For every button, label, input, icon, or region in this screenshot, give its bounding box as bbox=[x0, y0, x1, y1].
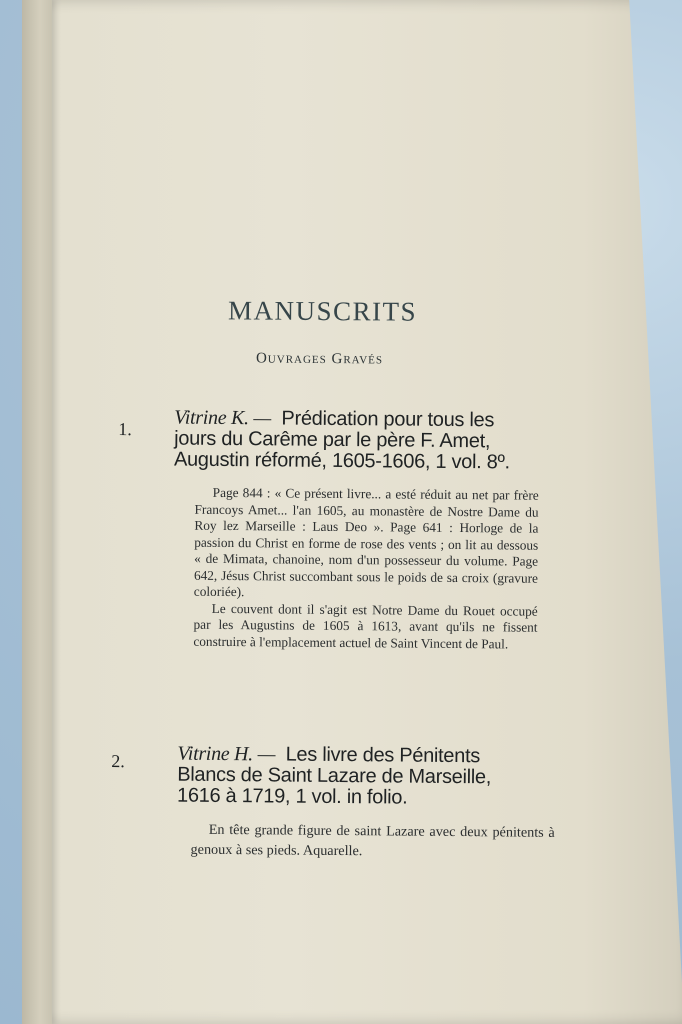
page-heading: MANUSCRITS bbox=[227, 295, 418, 327]
page-subheading: Ouvrages Gravés bbox=[255, 350, 384, 368]
entry-note bbox=[193, 485, 538, 653]
title-line: jours du Carême par le père F. Amet, bbox=[174, 427, 491, 453]
title-line: Blancs de Saint Lazare de Marseille, bbox=[177, 763, 492, 789]
vitrine-label: Vitrine H. — bbox=[177, 742, 276, 766]
title-line: Les livre des Pénitents bbox=[285, 743, 481, 768]
note-paragraph: Page 844 : « Ce présent livre... a esté réduit au net par frère Francoys Amet... l'an 1605, au monastère de Nostre Dame du Roy lez Marseille : Laus Deo ». Page 641 : Horloge de la passion du Christ en forme de rose des vents ; on lit au dessous « de Mimata, chanoine, nom d'un possesseur du volume. Page 642, Jésus Christ succombant sous le poids de sa croix (gravure coloriée). bbox=[193, 484, 539, 600]
title-line: 1616 à 1719, 1 vol. in folio. bbox=[176, 784, 408, 809]
entry-title bbox=[174, 408, 575, 474]
title-line: Augustin réformé, 1605-1606, 1 vol. 8º. bbox=[173, 448, 510, 474]
book-spine-edge bbox=[22, 0, 52, 1024]
entry-number: 1. bbox=[118, 419, 132, 440]
note-paragraph: Le couvent dont il s'agit est Notre Dame du Rouet occupé par les Augustins de 1605 à 1613, avant qu'ils ne fissent construire à l'emplacement actuel de Saint Vincent de Paul. bbox=[193, 600, 538, 651]
title-line: Prédication pour tous les bbox=[281, 407, 495, 432]
entry-title bbox=[177, 744, 578, 810]
note-paragraph: En tête grande figure de saint Lazare avec deux pénitents à genoux à ses pieds. Aquarelle. bbox=[190, 821, 555, 860]
vitrine-label: Vitrine K. — bbox=[174, 406, 272, 430]
entry-note bbox=[191, 820, 555, 863]
entry-number: 2. bbox=[111, 751, 125, 772]
